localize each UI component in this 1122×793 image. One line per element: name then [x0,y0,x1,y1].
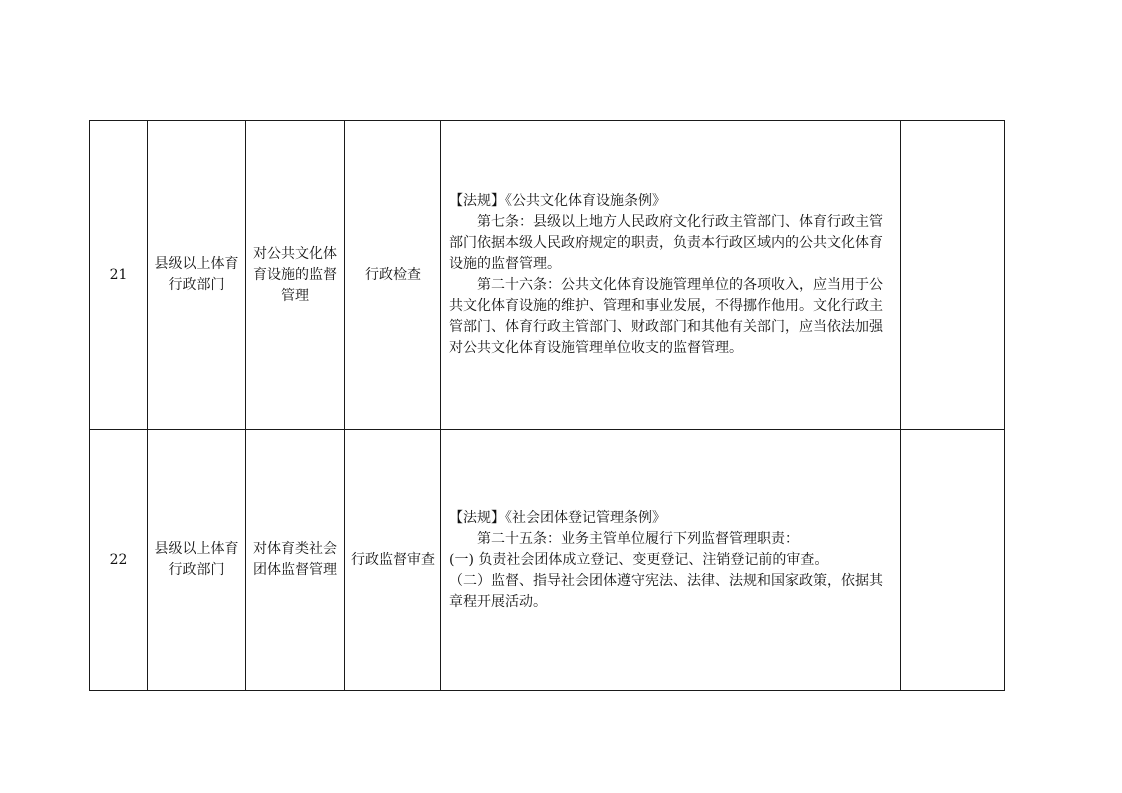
basis-paragraph: （二）监督、指导社会团体遵守宪法、法律、法规和国家政策，依据其章程开展活动。 [449,572,883,610]
basis-paragraph: 第二十五条：业务主管单位履行下列监督管理职责： [477,530,799,547]
matter-text: 对公共文化体育设施的监督管理 [253,245,337,304]
legal-basis-cell [441,430,901,691]
department-text: 县级以上体育行政部门 [154,541,239,578]
type-text: 行政检查 [365,266,421,283]
department-cell [148,121,246,430]
basis-paragraph: 第七条：县级以上地方人民政府文化行政主管部门、体育行政主管部门依据本级人民政府规定的职责，负责本行政区域内的公共文化体育设施的监督管理。 [449,214,883,272]
regulation-table [89,120,1005,691]
remark-cell [901,430,1005,691]
basis-paragraph: 【法规】《社会团体登记管理条例》 [449,509,666,526]
matter-cell [246,430,345,691]
type-text: 行政监督审查 [351,551,435,568]
department-text: 县级以上体育行政部门 [154,256,239,293]
matter-text: 对体育类社会团体监督管理 [253,541,337,578]
basis-paragraph: 第二十六条：公共文化体育设施管理单位的各项收入，应当用于公共文化体育设施的维护、管理和事业发展，不得挪作他用。文化行政主管部门、体育行政主管部门、财政部门和其他有关部门，应当依法加强对公共文化体育设施管理单位收支的监督管理。 [449,277,883,356]
department-cell [148,430,246,691]
table-row [90,121,1005,430]
table-row [90,430,1005,691]
basis-paragraph: (一) 负责社会团体成立登记、变更登记、注销登记前的审查。 [449,551,829,568]
matter-cell [246,121,345,430]
type-cell [345,430,441,691]
type-cell [345,121,441,430]
legal-basis-cell [441,121,901,430]
row-number: 22 [90,430,148,691]
basis-paragraph: 【法规】《公共文化体育设施条例》 [449,193,666,209]
remark-cell [901,121,1005,430]
row-number: 21 [90,121,148,430]
